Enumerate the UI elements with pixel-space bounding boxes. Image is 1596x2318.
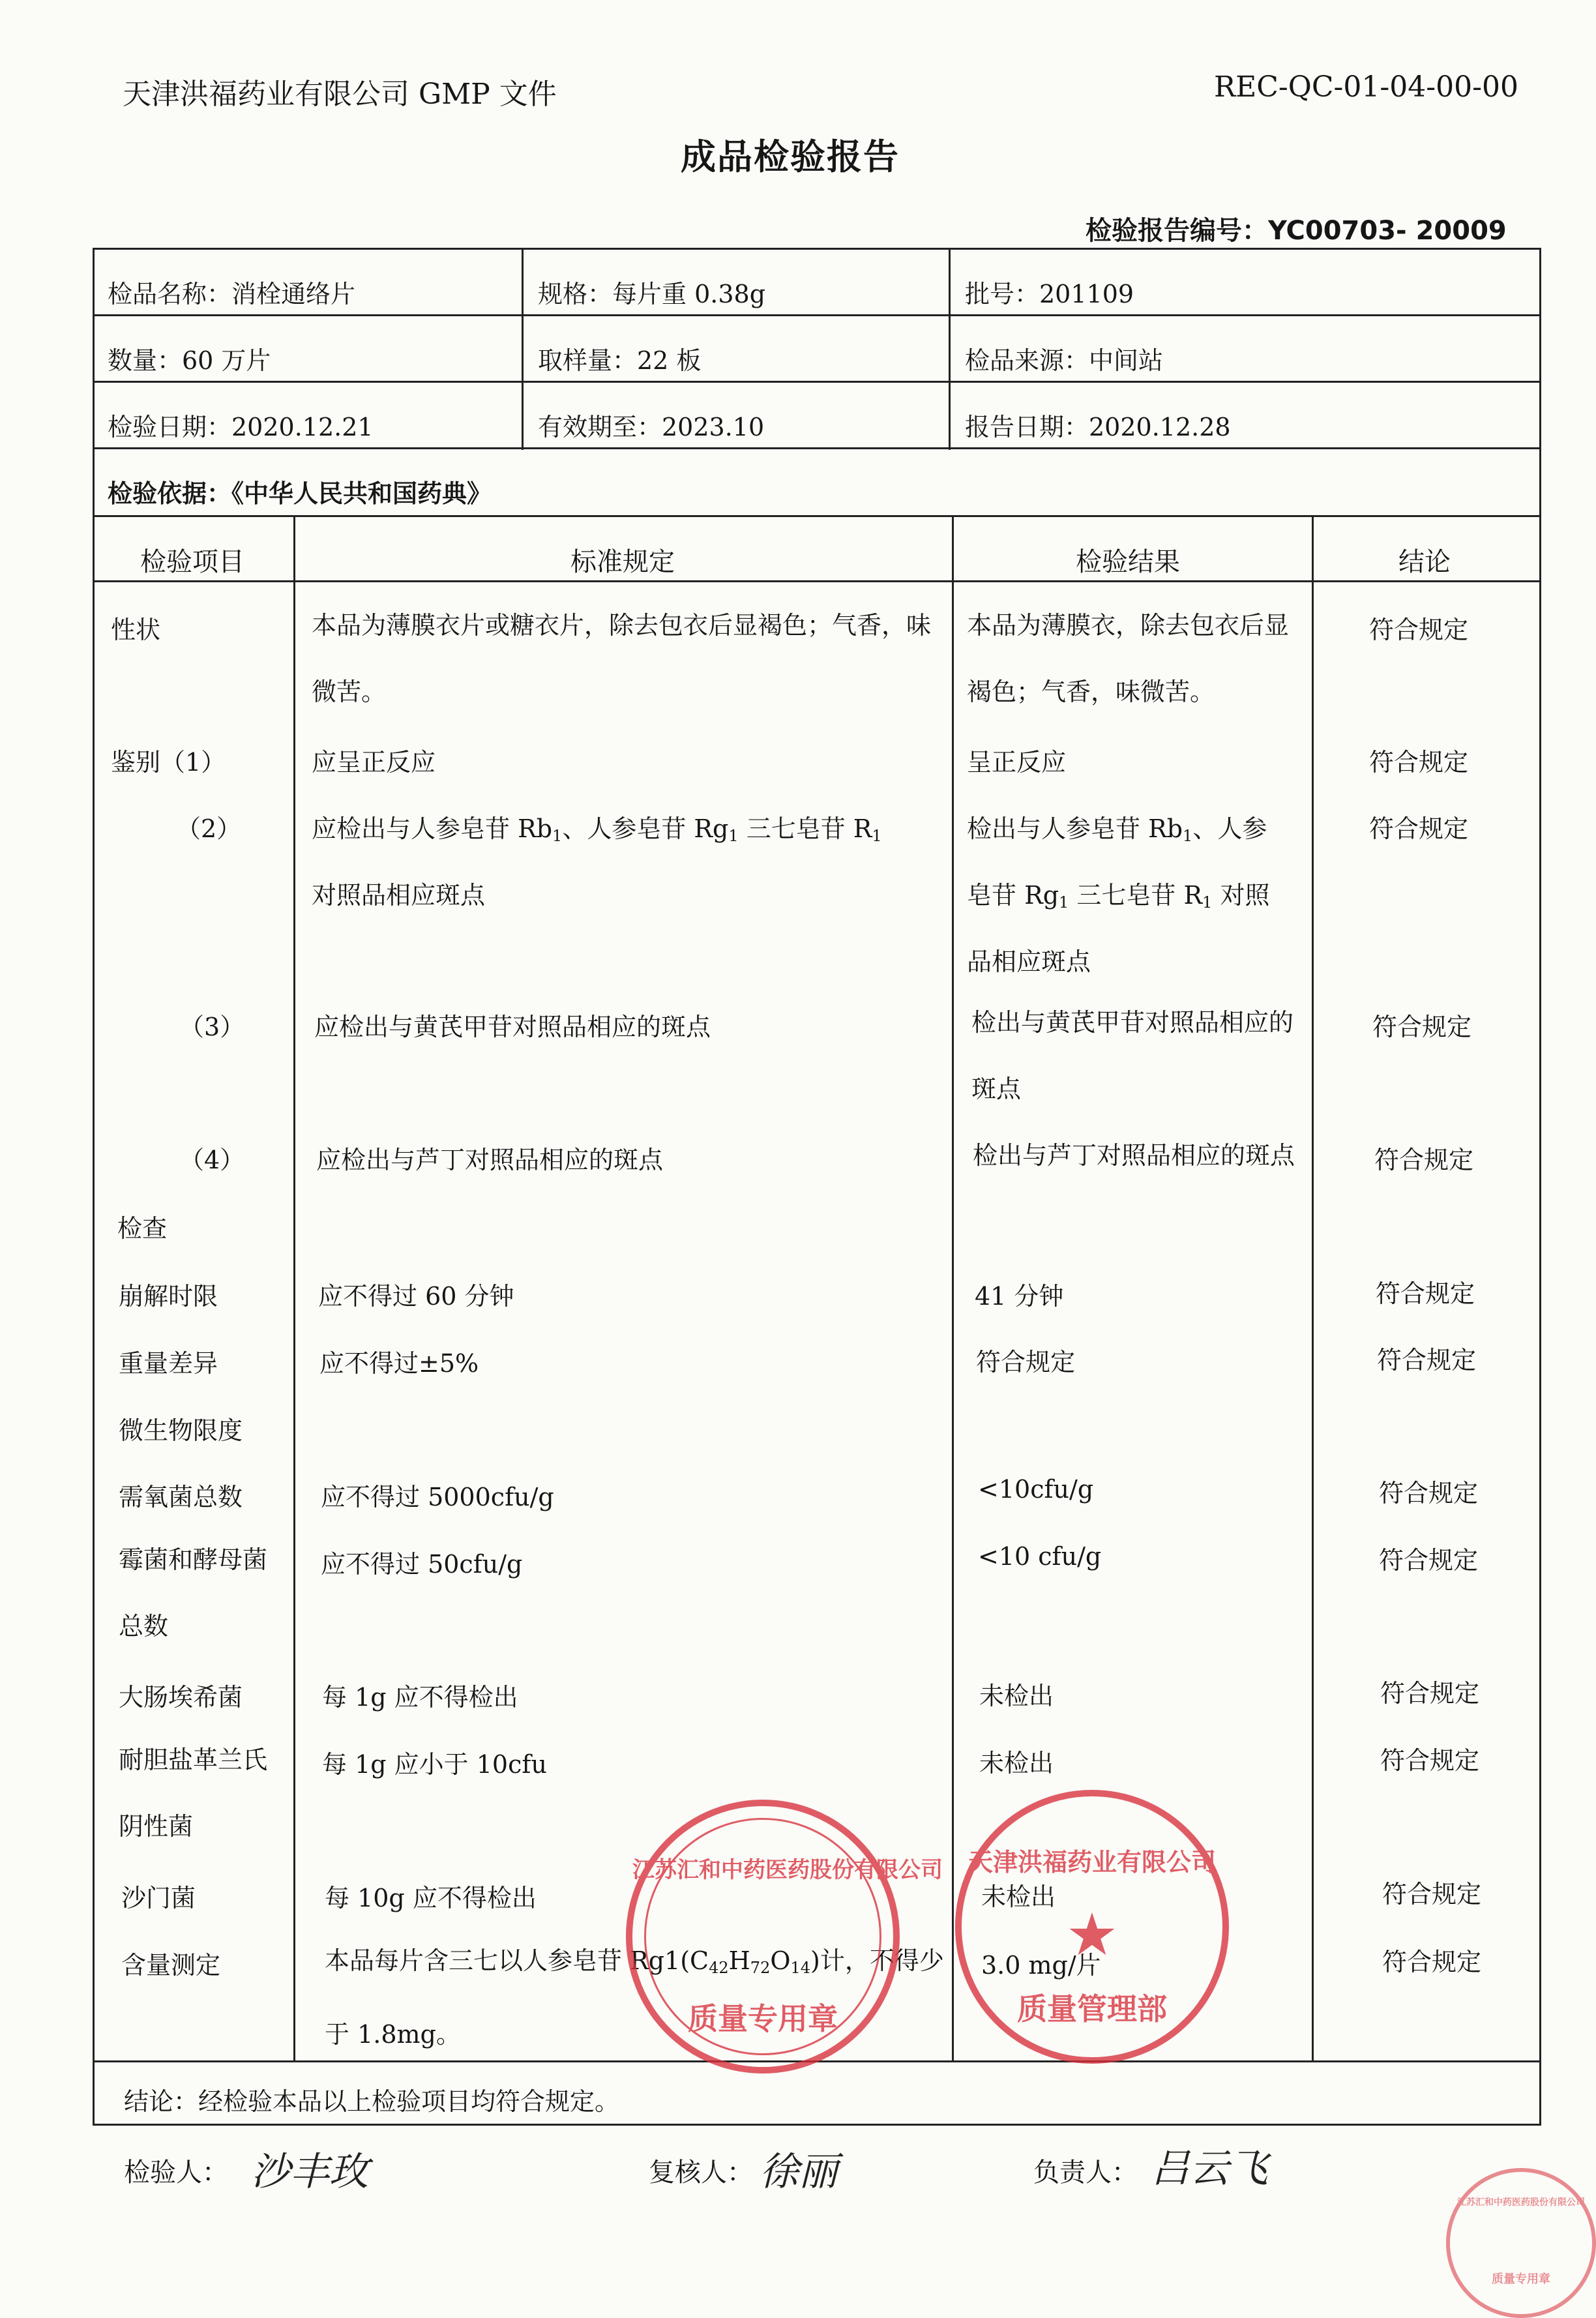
conclusion-assay: 符合规定	[1382, 1948, 1482, 1976]
column-header-item: 检验项目	[140, 547, 244, 577]
sample-source: 检品来源：中间站	[965, 346, 1164, 375]
result-aerobic: <10cfu/g	[978, 1475, 1094, 1504]
item-disintegration: 崩解时限	[119, 1282, 218, 1311]
result-assay: 3.0 mg/片	[981, 1951, 1101, 1980]
item-id4: （4）	[179, 1146, 245, 1174]
report-date: 报告日期：2020.12.28	[965, 413, 1231, 441]
divider	[93, 381, 1541, 383]
batch-number: 批号：201109	[965, 280, 1134, 308]
company-header: 天津洪福药业有限公司 GMP 文件	[123, 78, 557, 111]
summary-conclusion: 结论：经检验本品以上检验项目均符合规定。	[124, 2087, 620, 2116]
divider	[522, 248, 524, 450]
document-code: REC-QC-01-04-00-00	[1214, 70, 1518, 104]
seal-ring-text: 天津洪福药业有限公司	[968, 1848, 1216, 1877]
specification: 规格：每片重 0.38g	[538, 280, 766, 308]
standard-salmonella: 每 10g 应不得检出	[325, 1884, 537, 1912]
page-title: 成品检验报告	[681, 136, 900, 177]
result-weight: 符合规定	[976, 1348, 1076, 1376]
item-salmonella: 沙门菌	[121, 1884, 196, 1912]
conclusion-id1: 符合规定	[1369, 748, 1469, 777]
divider	[93, 447, 1541, 449]
result-salmonella: 未检出	[981, 1882, 1056, 1911]
reviewer-signature: 徐丽	[760, 2149, 838, 2195]
conclusion-id2: 符合规定	[1369, 814, 1469, 843]
seal-label: 质量专用章	[1492, 2272, 1550, 2286]
divider	[952, 515, 954, 2060]
conclusion-disintegration: 符合规定	[1376, 1279, 1475, 1308]
item-id2: （2）	[176, 814, 242, 843]
result-id1: 呈正反应	[967, 748, 1067, 777]
standard-weight: 应不得过±5%	[319, 1349, 479, 1378]
standard-id4: 应检出与芦丁对照品相应的斑点	[316, 1146, 664, 1174]
conclusion-aerobic: 符合规定	[1379, 1479, 1479, 1508]
quality-seal-corner	[1446, 2168, 1596, 2318]
divider	[93, 515, 1541, 517]
item-micro: 微生物限度	[119, 1416, 243, 1445]
divider	[1312, 515, 1314, 2060]
item-check: 检查	[117, 1214, 168, 1243]
item-bile: 耐胆盐革兰氏阴性菌	[119, 1746, 268, 1841]
quality-seal-right	[955, 1790, 1229, 2064]
reviewer-label: 复核人：	[649, 2158, 753, 2188]
product-name: 检品名称：消栓通络片	[108, 280, 356, 308]
conclusion-weight: 符合规定	[1377, 1346, 1477, 1374]
seal-ring-text: 江苏汇和中药医药股份有限公司	[632, 1857, 943, 1883]
standard-assay: 本品每片含三七以人参皂苷 $Rg1(C_{42}H_{72}O_{14})$计，不得少于 1.8mg。	[325, 1946, 944, 2049]
standard-aerobic: 应不得过 5000cfu/g	[321, 1483, 554, 1511]
standard-bile: 每 1g 应小于 10cfu	[322, 1750, 547, 1779]
divider	[93, 314, 1541, 316]
result-id2-line2: 皂苷 $Rg_1$ 三七皂苷 $R_1$ 对照	[967, 881, 1270, 912]
result-bile: 未检出	[979, 1749, 1054, 1777]
responsible-signature: 吕云飞	[1151, 2146, 1268, 2192]
conclusion-ecoli: 符合规定	[1380, 1679, 1480, 1708]
result-ecoli: 未检出	[979, 1682, 1054, 1710]
inspector-signature: 沙丰玫	[251, 2149, 368, 2195]
column-header-result: 检验结果	[1076, 547, 1180, 577]
standard-disintegration: 应不得过 60 分钟	[318, 1282, 514, 1311]
column-header-conclusion: 结论	[1398, 547, 1451, 577]
conclusion-id4: 符合规定	[1374, 1146, 1474, 1174]
responsible-label: 负责人：	[1033, 2158, 1138, 2188]
result-id4: 检出与芦丁对照品相应的斑点	[973, 1141, 1295, 1170]
standard-id2-line2: 对照品相应斑点	[312, 881, 486, 910]
result-id2-line3: 品相应斑点	[967, 947, 1091, 976]
result-id2-line1: 检出与人参皂苷 $Rb_1$、人参	[967, 814, 1267, 845]
conclusion-id3: 符合规定	[1372, 1013, 1472, 1041]
conclusion-salmonella: 符合规定	[1382, 1880, 1482, 1909]
conclusion-appearance: 符合规定	[1369, 616, 1469, 644]
item-id1: 鉴别（1）	[111, 748, 226, 777]
sample-quantity: 取样量：22 板	[538, 346, 702, 375]
report-number: 检验报告编号：YC00703- 20009	[1086, 216, 1507, 246]
standard-mold: 应不得过 50cfu/g	[321, 1550, 523, 1579]
standard-id3: 应检出与黄芪甲苷对照品相应的斑点	[314, 1013, 711, 1041]
standard-ecoli: 每 1g 应不得检出	[322, 1683, 518, 1712]
test-basis: 检验依据：《中华人民共和国药典》	[108, 479, 492, 508]
standard-id2-line1: 应检出与人参皂苷 $Rb_1$、人参皂苷 $Rg_1$ 三七皂苷 $R_1$	[312, 814, 882, 845]
inspector-label: 检验人：	[124, 2158, 228, 2188]
result-disintegration: 41 分钟	[975, 1282, 1064, 1311]
item-aerobic: 需氧菌总数	[119, 1483, 243, 1511]
result-mold: <10 cfu/g	[978, 1542, 1102, 1571]
standard-appearance: 本品为薄膜衣片或糖衣片，除去包衣后显褐色；气香，味微苦。	[312, 611, 932, 706]
item-ecoli: 大肠埃希菌	[119, 1683, 243, 1712]
item-mold: 霉菌和酵母菌总数	[119, 1545, 268, 1641]
divider	[293, 515, 295, 2060]
standard-id1: 应呈正反应	[312, 748, 436, 777]
conclusion-mold: 符合规定	[1379, 1546, 1479, 1575]
divider	[93, 580, 1541, 582]
seal-label: 质量管理部	[1017, 1991, 1167, 2027]
item-id3: （3）	[179, 1013, 245, 1041]
seal-ring-text: 江苏汇和中药医药股份有限公司	[1457, 2197, 1585, 2208]
conclusion-bile: 符合规定	[1380, 1746, 1480, 1775]
seal-label: 质量专用章	[688, 2001, 838, 2036]
result-id3: 检出与黄芪甲苷对照品相应的斑点	[971, 1008, 1294, 1103]
item-assay: 含量测定	[121, 1951, 221, 1980]
divider	[949, 248, 951, 450]
item-weight: 重量差异	[119, 1349, 218, 1378]
column-header-standard: 标准规定	[570, 547, 675, 577]
quantity: 数量：60 万片	[108, 346, 271, 375]
star-icon: ★	[1065, 1901, 1119, 1969]
test-date: 检验日期：2020.12.21	[108, 413, 374, 441]
item-appearance: 性状	[111, 616, 161, 644]
result-appearance: 本品为薄膜衣，除去包衣后显褐色；气香，味微苦。	[967, 611, 1290, 706]
expiry-date: 有效期至：2023.10	[538, 413, 765, 441]
